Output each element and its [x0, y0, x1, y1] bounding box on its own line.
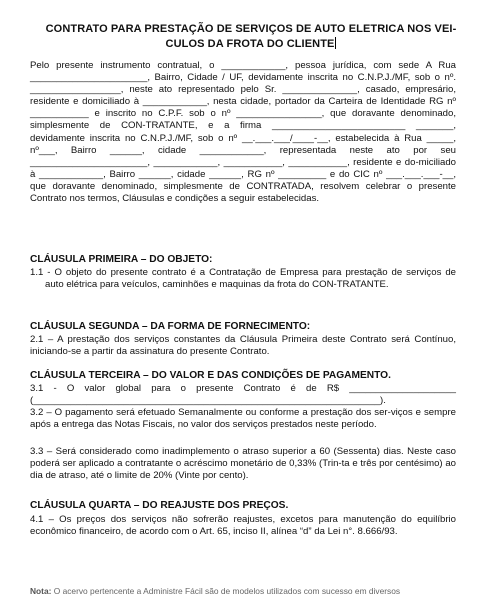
clause-4-1: 4.1 – Os preços dos serviços não sofrerão reajustes, excetos para manutenção do equilíbrio econômico financeiro, de acordo com o Art. 65, inciso II, alínea “d” da Lei n°. 8.666/93.	[30, 514, 456, 537]
title-line-1: CONTRATO PARA PRESTAÇÃO DE SERVIÇOS DE AUTO ELETRICA NOS VEI-	[45, 23, 457, 35]
clause-3-2: 3.2 – O pagamento será efetuado Semanalmente ou conforme a prestação dos ser-viços e sempre após a entrega das Notas Fiscais, no valor dos serviços prestados neste período.	[30, 407, 456, 430]
clause-4-heading: CLÁUSULA QUARTA – DO REAJUSTE DOS PREÇOS.	[30, 500, 289, 511]
text-cursor	[335, 37, 336, 49]
clause-1-heading: CLÁUSULA PRIMEIRA – DO OBJETO:	[30, 254, 213, 265]
title-line-2: CULOS DA FROTA DO CLIENTE	[165, 37, 335, 50]
clause-2-heading: CLÁUSULA SEGUNDA – DA FORMA DE FORNECIMENTO:	[30, 321, 311, 332]
footer-note	[30, 586, 470, 596]
note-label: Nota:	[30, 586, 52, 596]
page-title	[28, 22, 474, 51]
clause-3-1: 3.1 - O valor global para o presente Contrato é de R$ ____________________ (_________________________________________________________________).	[30, 383, 456, 406]
note-text: O acervo pertencente a Administre Fácil são de modelos utilizados com sucesso em diversos	[53, 586, 401, 596]
clause-2-1: 2.1 – A prestação dos serviços constantes da Cláusula Primeira deste Contrato será Contínuo, iniciando-se a partir da assinatura do presente Contrato.	[30, 334, 456, 357]
clause-1-1: 1.1 - O objeto do presente contrato é a Contratação de Empresa para prestação de serviços de auto elétrica para veículos, caminhões e maquinas da frota do CON-TRATANTE.	[30, 267, 456, 290]
clause-3-heading: CLÁUSULA TERCEIRA – DO VALOR E DAS CONDIÇÕES DE PAGAMENTO.	[30, 370, 391, 381]
clause-3-3: 3.3 – Será considerado como inadimplemento o atraso superior a 60 (Sessenta) dias. Neste caso poderá ser aplicado a contratante o acréscimo monetário de 0,33% (Trin-ta e três por centésimo) ao dia de atraso, até o limite de 20% (Vinte por cento).	[30, 446, 456, 481]
preamble-paragraph: Pelo presente instrumento contratual, o ____________, pessoa jurídica, com sede A Rua ______________________, Bairro, Cidade / UF, devidamente inscrita no C.N.P.J./MF, sob o nº. _________________, neste ato representado pelo Sr. ______________, casado, empresário, residente e domiciliado à ____________, nesta cidade, portador da Carteira de Identidade RG nº ___________ e inscrito no C.P.F. sob o nº ________________, que doravante denominado, simplesmente de CON-TRATANTE, e a firma _________________________ _______, devidamente inscrita no C.N.P.J./MF, sob o nº __.___.___/____-__, estabelecida à Rua _____, nº___, Bairro ______, cidade ____________, representada neste ato por seu ______________________, ____________, ___________, ___________, residente e do-miciliado à ____________, Bairro ______, cidade ______, RG nº _________ e do CIC nº ___.___.___-__, que doravante denominado, simplesmente de CONTRATADA, resolvem celebrar o presente Contrato nos termos, Cláusulas e condições a seguir estabelecidas.	[30, 60, 456, 205]
